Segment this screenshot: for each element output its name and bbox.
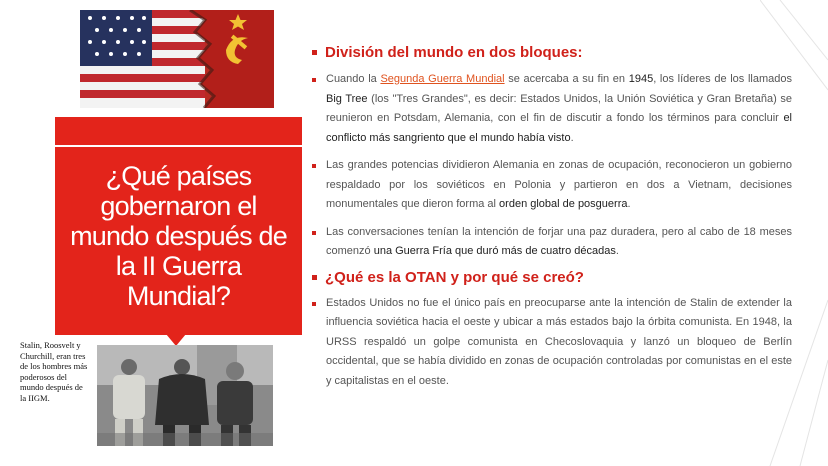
photo-caption: Stalin, Roosvelt y Churchill, eran tres de los hombres más poderosos del mundo después de la IIGM. <box>20 340 88 403</box>
section2-heading-text: ¿Qué es la OTAN y por qué se creó? <box>325 268 584 286</box>
emphasis-text: el conflicto más sangriento que el mundo había visto <box>326 112 792 144</box>
square-bullet-icon <box>312 231 316 235</box>
content-column <box>312 44 792 391</box>
square-bullet-icon <box>312 78 316 82</box>
emphasis-text: una Guerra Fría que duró más de cuatro décadas <box>373 245 616 257</box>
section1-paragraph-1: Cuando la Segunda Guerra Mundial se acercaba a su fin en 1945, los líderes de los llamados Big Tree (los "Tres Grandes", es decir: Estados Unidos, la Unión Soviética y Gran Bretaña) se reunieron en Potsdam, Alemania, con el fin de discutir a fondo los términos para concluir el conflicto más sangriento que el mundo había visto. <box>312 70 792 148</box>
title-box <box>55 117 302 335</box>
big-three-photo <box>97 345 273 446</box>
section1-heading <box>312 44 792 61</box>
title-box-line <box>55 145 302 147</box>
section2-paragraph-1: Estados Unidos no fue el único país en preocuparse ante la intención de Stalin de extender la influencia soviética hacia el oeste y ubicar a más estados bajo la órbita comunista. En 1948, la URSS respaldó un golpe comunista en Checoslovaquia y lanzó un bloqueo de Berlín occidental, que se había dividido en zonas de ocupación controladas por comunistas en el este y capitalistas en el oeste. <box>312 294 792 392</box>
section2-heading <box>312 269 792 286</box>
emphasis-text: orden global de posguerra <box>499 198 628 210</box>
square-bullet-icon <box>312 302 316 306</box>
section1-paragraph-3: Las conversaciones tenían la intención de forjar una paz duradera, pero al cabo de 18 meses comenzó una Guerra Fría que duró más de cuatro décadas. <box>312 223 792 262</box>
segunda-guerra-mundial-link[interactable]: Segunda Guerra Mundial <box>380 73 505 85</box>
square-bullet-icon <box>312 164 316 168</box>
big-tree-term: Big Tree <box>326 92 368 105</box>
section1-paragraph-2: Las grandes potencias dividieron Alemania en zonas de ocupación, reconocieron un gobierno respaldado por los soviéticos en Polonia y partieron en dos a Vietnam, decisiones monumentales que dieron forma al orden global de posguerra. <box>312 156 792 215</box>
square-bullet-icon <box>312 275 317 280</box>
section1-heading-text: División del mundo en dos bloques: <box>325 44 583 61</box>
year-1945: 1945 <box>628 73 654 85</box>
page-title: ¿Qué países gobernaron el mundo después de la II Guerra Mundial? <box>70 161 287 311</box>
square-bullet-icon <box>312 50 317 55</box>
us-ussr-flag-image <box>80 10 274 108</box>
